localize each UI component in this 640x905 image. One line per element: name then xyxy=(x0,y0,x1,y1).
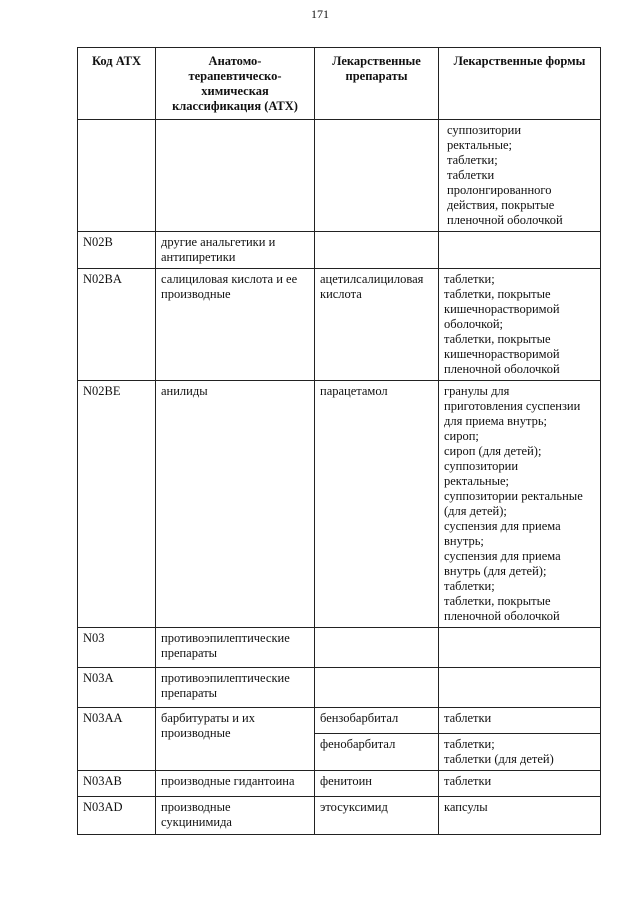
cell-code: N02B xyxy=(78,232,156,269)
cell-code: N03AB xyxy=(78,771,156,797)
cell-drug: фенитоин xyxy=(315,771,439,797)
table-row xyxy=(78,269,601,381)
cell-code: N02BA xyxy=(78,269,156,381)
cell-code: N03AD xyxy=(78,797,156,835)
table-row xyxy=(78,628,601,668)
atx-table xyxy=(77,47,601,835)
cell-drug xyxy=(315,668,439,708)
table-row xyxy=(78,771,601,797)
cell-drug: этосуксимид xyxy=(315,797,439,835)
cell-drug: парацетамол xyxy=(315,381,439,628)
cell-classification: производные гидантоина xyxy=(156,771,315,797)
cell-classification: другие анальгетики и антипиретики xyxy=(156,232,315,269)
cell-forms: таблетки xyxy=(439,708,601,734)
header-code: Код АТХ xyxy=(78,48,156,120)
table-row xyxy=(78,120,601,232)
cell-forms: капсулы xyxy=(439,797,601,835)
cell-forms: таблетки; таблетки, покрытые кишечнорастворимой оболочкой; таблетки, покрытые кишечнорастворимой пленочной оболочкой xyxy=(439,269,601,381)
cell-forms xyxy=(439,668,601,708)
table-row xyxy=(78,708,601,734)
table-header-row xyxy=(78,48,601,120)
cell-drug xyxy=(315,232,439,269)
cell-drug xyxy=(315,120,439,232)
cell-classification: противоэпилептические препараты xyxy=(156,628,315,668)
cell-drug xyxy=(315,628,439,668)
cell-drug: ацетилсалициловая кислота xyxy=(315,269,439,381)
header-classification: Анатомо- терапевтическо- химическая классификация (АТХ) xyxy=(156,48,315,120)
table-row xyxy=(78,797,601,835)
header-drugs: Лекарственные препараты xyxy=(315,48,439,120)
cell-forms: таблетки xyxy=(439,771,601,797)
cell-drug: бензобарбитал xyxy=(315,708,439,734)
table-row xyxy=(78,381,601,628)
cell-forms: суппозитории ректальные; таблетки; таблетки пролонгированного действия, покрытые пленочной оболочкой xyxy=(439,120,601,232)
cell-code: N02BE xyxy=(78,381,156,628)
cell-forms: таблетки; таблетки (для детей) xyxy=(439,734,601,771)
cell-code: N03 xyxy=(78,628,156,668)
table-row xyxy=(78,232,601,269)
cell-classification: барбитураты и их производные xyxy=(156,708,315,771)
header-forms: Лекарственные формы xyxy=(439,48,601,120)
cell-code: N03A xyxy=(78,668,156,708)
page-number: 171 xyxy=(311,7,329,21)
cell-code: N03AA xyxy=(78,708,156,771)
cell-classification: противоэпилептические препараты xyxy=(156,668,315,708)
table-row xyxy=(78,668,601,708)
cell-forms xyxy=(439,232,601,269)
cell-classification xyxy=(156,120,315,232)
cell-classification: салициловая кислота и ее производные xyxy=(156,269,315,381)
cell-forms xyxy=(439,628,601,668)
cell-forms: гранулы для приготовления суспензии для приема внутрь; сироп; сироп (для детей); суппозитории ректальные; суппозитории ректальные (для детей); суспензия для приема внутрь; суспензия для приема внутрь (для детей); таблетки; таблетки, покрытые пленочной оболочкой xyxy=(439,381,601,628)
cell-classification: анилиды xyxy=(156,381,315,628)
cell-drug: фенобарбитал xyxy=(315,734,439,771)
cell-code xyxy=(78,120,156,232)
cell-classification: производные сукцинимида xyxy=(156,797,315,835)
